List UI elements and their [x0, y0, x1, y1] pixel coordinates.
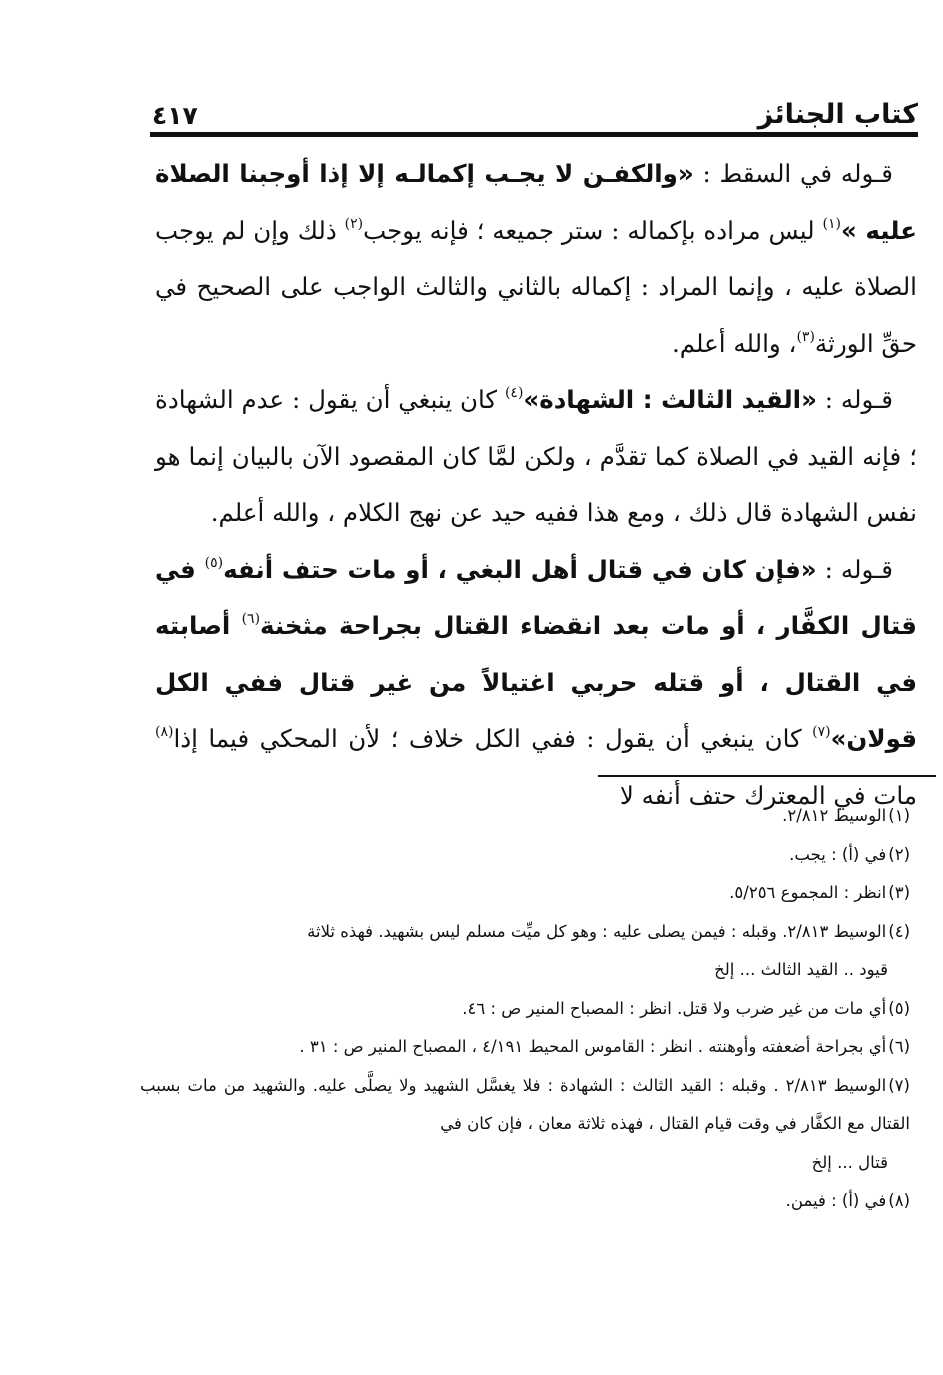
paragraph-text: ذلك وإن لم يوجب الصلاة عليه ، وإنما المراد : إكماله بالثاني والثالث الواجب على الصحيح في حقِّ الورثة [155, 215, 917, 358]
paragraph-text: ليس مراده بإكماله : ستر جميعه ؛ فإنه يوجب [363, 215, 823, 245]
footnote-7 [140, 1067, 910, 1183]
footnote-6 [140, 1028, 910, 1067]
footnote-ref: (١) [822, 215, 841, 232]
paragraph-lead: قـوله في السقط : [693, 159, 893, 188]
footnote-continuation: قتال ... إلخ [811, 1152, 888, 1172]
footnote-label: (٦) [888, 1037, 910, 1056]
paragraph-lead: قـوله : [816, 385, 894, 414]
footnote-5 [140, 990, 910, 1029]
footnote-text: في (أ) : يجب. [789, 844, 887, 864]
footnote-ref: (٢) [344, 215, 364, 232]
footnote-text: في (أ) : فيمن. [785, 1191, 887, 1210]
paragraph-text: كان ينبغي أن يقول : ففي الكل خلاف ؛ لأن المحكي فيما إذا [173, 724, 813, 753]
paragraph-2 [155, 372, 917, 542]
quoted-text: «والكفـن لا يجـب إكمالـه إلا إذا أوجبنا الصلاة عليه » [155, 159, 917, 245]
paragraph-lead: قـوله : [816, 554, 894, 584]
footnote-ref: (٧) [812, 724, 831, 740]
footnote-label: (٣) [888, 883, 910, 902]
footnote-divider [598, 775, 936, 777]
paragraph-text: ، والله أعلم. [671, 328, 797, 358]
main-text [155, 146, 917, 824]
footnote-text: أي مات من غير ضرب ولا قتل. انظر : المصباح المنير ص : ٤٦. [462, 998, 887, 1018]
footnote-label: (١) [888, 806, 910, 825]
paragraph-1 [155, 146, 917, 372]
footnote-ref: (٨) [155, 724, 174, 740]
quoted-text: أصابته في القتال ، أو قتله حربي اغتيالاً من غير قتال ففي الكل قولان» [155, 611, 917, 753]
paragraph-text: مات في المعترك حتف أنفه لا [619, 780, 917, 810]
footnote-ref: (٣) [796, 328, 815, 345]
footnote-label: (٨) [888, 1191, 910, 1210]
footnote-text: أي بجراحة أضعفته وأوهنته . انظر : القاموس المحيط ٤/١٩١ ، المصباح المنير ص : ٣١ . [299, 1037, 887, 1056]
footnote-ref: (٤) [504, 385, 524, 401]
quoted-text: «القيد الثالث : الشهادة» [523, 385, 817, 414]
footnotes [140, 797, 910, 1221]
chapter-title: كتاب الجنائز [757, 99, 918, 130]
page-number: ٤١٧ [152, 101, 198, 130]
footnote-label: (٤) [888, 921, 910, 941]
footnote-1 [140, 797, 910, 836]
footnote-8 [140, 1182, 910, 1221]
footnote-label: (٧) [888, 1075, 910, 1095]
footnote-text: الوسيط ٢/٨١٣ . وقبله : القيد الثالث : الشهادة : فلا يغسَّل الشهيد ولا يصلَّى عليه. والشهيد من مات بسبب القتال مع الكفَّار في وقت قيام القتال ، فهذه ثلاثة معان ، فإن كان في [140, 1075, 910, 1133]
footnote-text: انظر : المجموع ٥/٢٥٦. [729, 883, 887, 902]
quoted-text: «فإن كان في قتال أهل البغي ، أو مات حتف أنفه [223, 554, 817, 584]
paragraph-3 [155, 542, 917, 825]
footnote-2 [140, 836, 910, 875]
footnote-text: الوسيط ٢/٨١٣. وقبله : فيمن يصلى عليه : وهو كل ميِّت مسلم ليس بشهيد. فهذه ثلاثة [307, 921, 887, 941]
footnote-ref: (٦) [241, 611, 261, 627]
footnote-label: (٥) [888, 998, 910, 1018]
page-header [150, 86, 918, 137]
footnote-ref: (٥) [204, 554, 224, 571]
footnote-continuation: قيود .. القيد الثالث ... إلخ [714, 960, 888, 979]
footnote-label: (٢) [888, 844, 910, 864]
paragraph-text: كان ينبغي أن يقول : عدم الشهادة ؛ فإنه القيد في الصلاة كما تقدَّم ، ولكن لمَّا كان المقصود الآن بالبيان إنما هو نفس الشهادة قال ذلك ، ومع هذا ففيه حيد عن نهج الكلام ، والله أعلم. [155, 385, 917, 527]
footnote-3 [140, 874, 910, 913]
footnote-4 [140, 913, 910, 990]
quoted-text: في قتال الكفَّار ، أو مات بعد انقضاء القتال بجراحة مثخنة [155, 554, 917, 640]
footnote-text: الوسيط ٢/٨١٢. [782, 806, 887, 825]
